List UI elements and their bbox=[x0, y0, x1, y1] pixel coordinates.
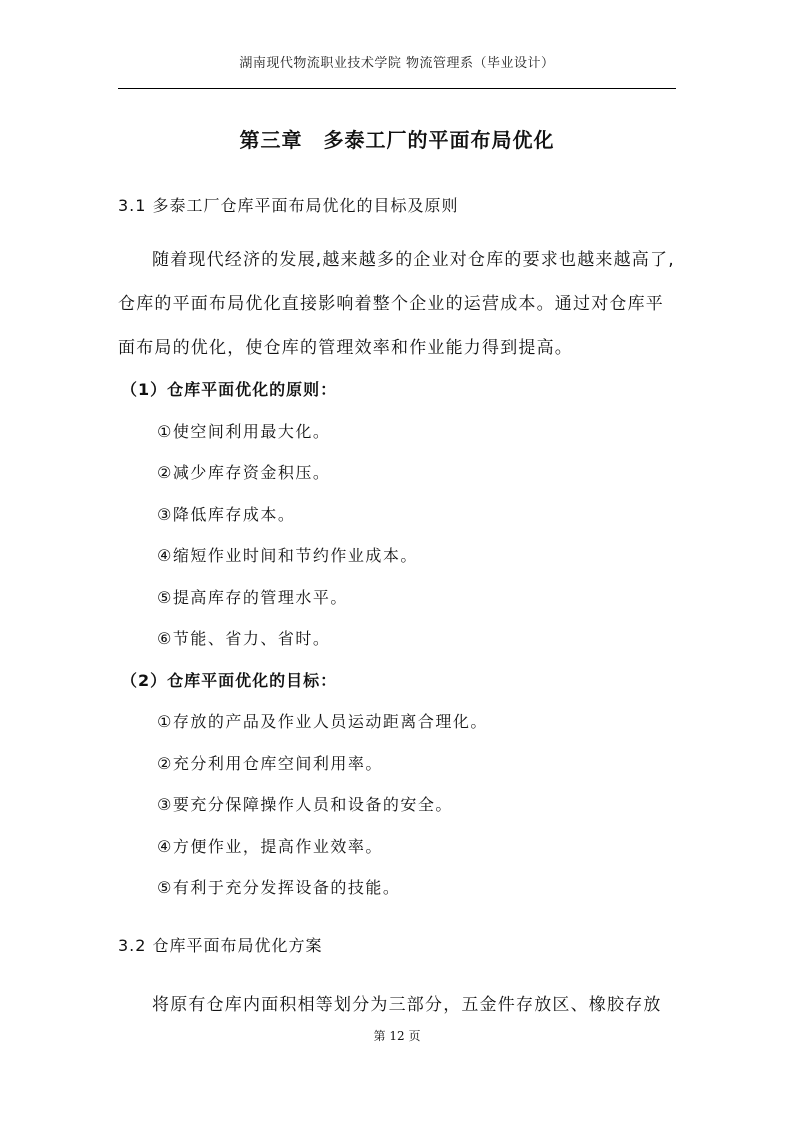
chapter-title: 第三章 多泰工厂的平面布局优化 bbox=[239, 128, 555, 152]
section-3-2-paragraph: 将原有仓库内面积相等划分为三部分，五金件存放区、橡胶存放 bbox=[152, 995, 662, 1015]
running-header: 湖南现代物流职业技术学院 物流管理系（毕业设计） bbox=[239, 56, 555, 71]
principle-item: ④缩短作业时间和节约作业成本。 bbox=[157, 546, 418, 565]
intro-paragraph: 随着现代经济的发展,越来越多的企业对仓库的要求也越来越高了,仓库的平面布局优化直接影响着整个企业的运营成本。通过对仓库平面布局的优化，使仓库的管理效率和作业能力得到提高。 bbox=[118, 250, 675, 358]
page-number: 第 12 页 bbox=[373, 1029, 421, 1043]
principle-item: ⑤提高库存的管理水平。 bbox=[157, 588, 348, 607]
principle-item: ③降低库存成本。 bbox=[157, 505, 296, 524]
principle-item: ①使空间利用最大化。 bbox=[157, 422, 331, 441]
principles-heading: （1）仓库平面优化的原则： bbox=[121, 380, 338, 399]
goal-item: ①存放的产品及作业人员运动距离合理化。 bbox=[157, 712, 488, 731]
goal-item: ④方便作业，提高作业效率。 bbox=[157, 837, 383, 856]
goal-item: ⑤有利于充分发挥设备的技能。 bbox=[157, 878, 401, 897]
section-heading-3-2: 3.2 仓库平面布局优化方案 bbox=[118, 936, 323, 955]
principle-item: ⑥节能、省力、省时。 bbox=[157, 629, 331, 648]
principle-item: ②减少库存资金积压。 bbox=[157, 463, 331, 482]
header-divider bbox=[118, 88, 676, 89]
goal-item: ②充分利用仓库空间利用率。 bbox=[157, 754, 383, 773]
goals-heading: （2）仓库平面优化的目标： bbox=[121, 671, 338, 690]
goal-item: ③要充分保障操作人员和设备的安全。 bbox=[157, 795, 453, 814]
section-heading-3-1: 3.1 多泰工厂仓库平面布局优化的目标及原则 bbox=[118, 196, 459, 215]
